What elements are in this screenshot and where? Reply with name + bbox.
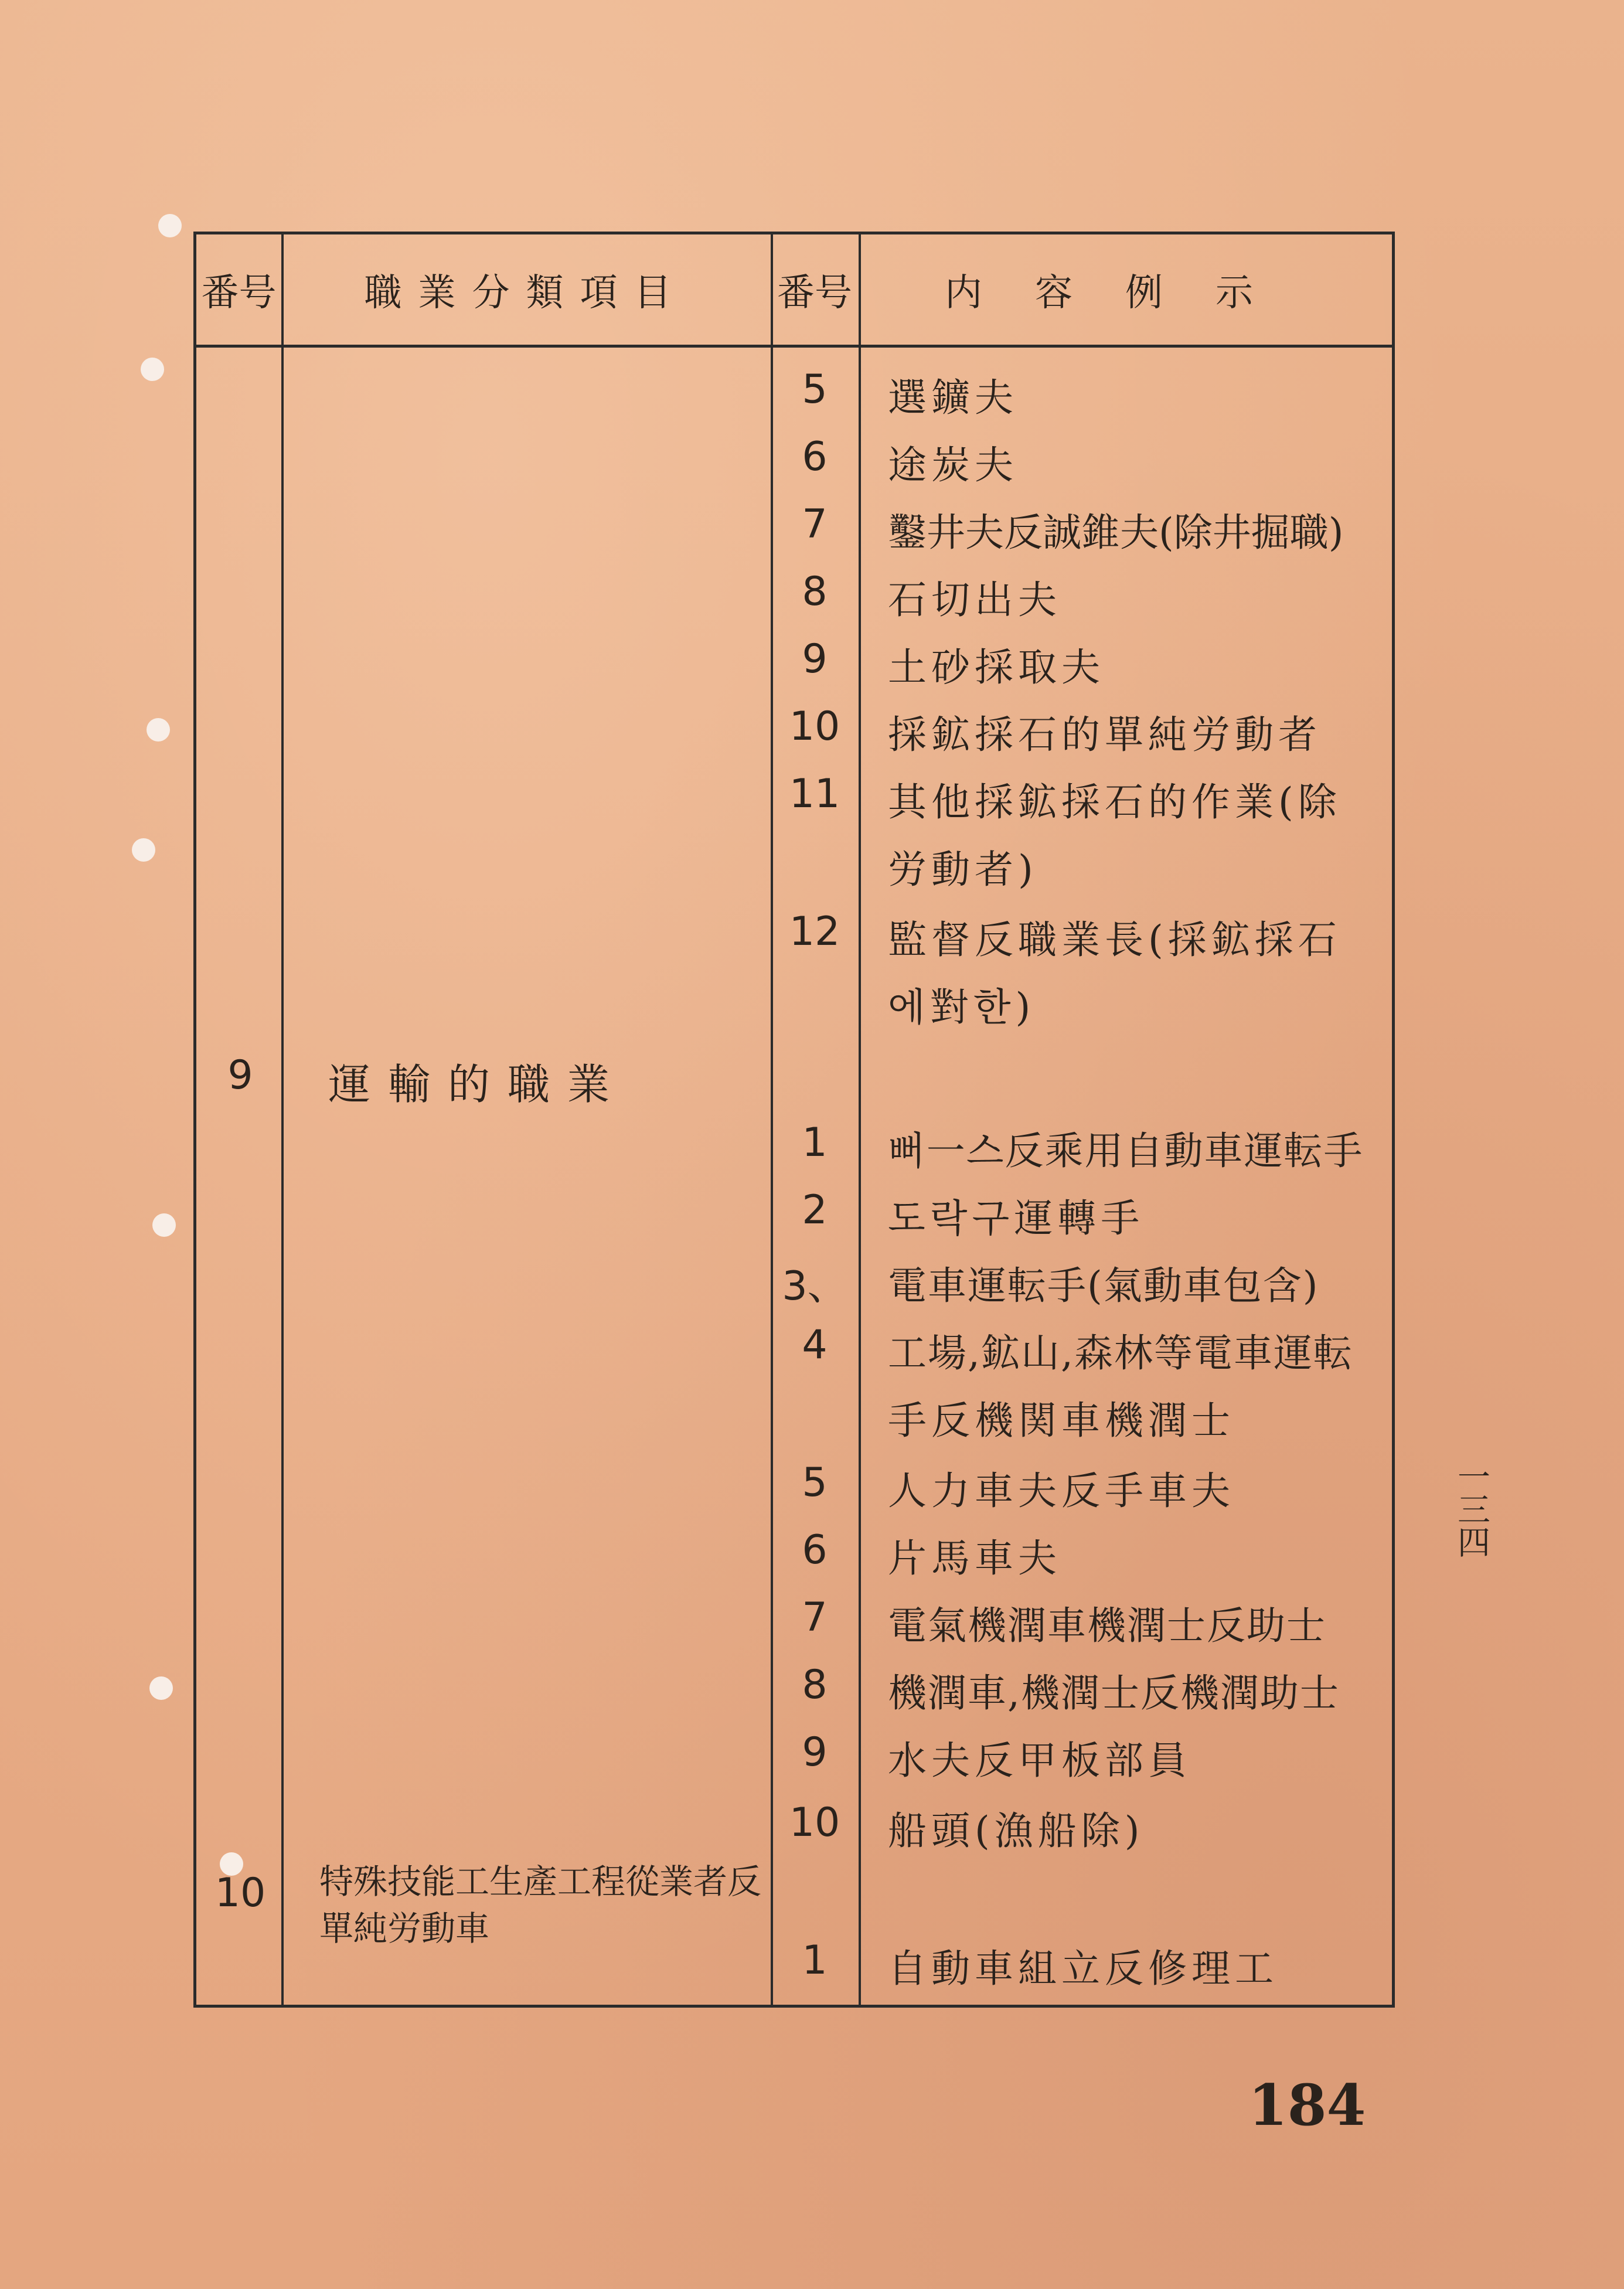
entry-number: 10	[789, 703, 840, 750]
binding-hole	[147, 718, 170, 742]
entry-number: 6	[802, 1527, 828, 1573]
entry-number: 10	[789, 1800, 840, 1846]
header-number-2: 番号	[777, 271, 852, 315]
entry-text-continued: 에對한)	[888, 985, 1036, 1030]
entry-text: 船頭(漁船除)	[888, 1808, 1145, 1853]
entry-number: 4	[802, 1322, 828, 1368]
entry-number: 5	[802, 1460, 828, 1506]
column-divider	[281, 234, 284, 2005]
entry-number: 7	[802, 1594, 828, 1641]
entry-text: 自動車組立反修理工	[888, 1946, 1278, 1991]
entry-text: 石切出夫	[888, 577, 1061, 623]
category-title: 特殊技能工生產工程從業者反單純労動車	[319, 1862, 762, 1948]
entry-text: 土砂採取夫	[888, 645, 1105, 690]
entry-number: 3、	[782, 1263, 847, 1310]
header-number-1: 番号	[201, 271, 277, 315]
entry-text-continued: 手反機関車機潤士	[888, 1398, 1235, 1443]
entry-number: 8	[802, 569, 828, 615]
entry-text: 途炭夫	[888, 443, 1018, 488]
entry-text: 監督反職業長(採鉱採石	[888, 917, 1342, 962]
entry-number: 1	[802, 1937, 828, 1984]
entry-text: 其他採鉱採石的作業(除	[888, 780, 1342, 825]
binding-hole	[141, 358, 164, 381]
category-number: 9	[227, 1052, 253, 1098]
entry-number: 11	[789, 771, 840, 817]
entry-number: 5	[802, 366, 828, 413]
entry-text-continued: 労動者)	[888, 847, 1038, 892]
entry-text: 人力車夫反手車夫	[888, 1468, 1235, 1513]
margin-page-mark: 一三四	[1452, 1460, 1490, 1558]
entry-text: 水夫反甲板部員	[888, 1738, 1191, 1783]
entry-text: 採鉱採石的單純労動者	[888, 712, 1322, 757]
entry-number: 1	[802, 1120, 828, 1166]
entry-number: 9	[802, 1729, 828, 1776]
binding-hole	[132, 838, 155, 862]
entry-text: 뻐一스反乘用自動車運転手	[888, 1128, 1364, 1174]
entry-number: 12	[789, 909, 840, 955]
entry-number: 9	[802, 636, 828, 682]
category-number: 10	[215, 1870, 266, 1916]
entry-text: 選鑛夫	[888, 375, 1018, 420]
entry-text: 鑿井夫反誠錐夫(除井掘職)	[888, 510, 1344, 555]
entry-number: 2	[802, 1187, 828, 1233]
entry-number: 8	[802, 1662, 828, 1708]
entry-text: 電車運転手(氣動車包含)	[888, 1263, 1319, 1308]
category-title: 運輸的職業	[328, 1060, 628, 1109]
header-divider	[196, 345, 1392, 348]
entry-text: 工場,鉱山,森林等電車運転	[888, 1331, 1353, 1376]
column-divider	[859, 234, 861, 2005]
binding-hole	[152, 1213, 176, 1237]
entry-text: 機潤車,機潤士反機潤助士	[888, 1671, 1340, 1716]
header-category: 職業分類項目	[364, 271, 688, 315]
entry-number: 7	[802, 501, 828, 547]
entry-text: 片馬車夫	[888, 1536, 1061, 1581]
entry-number: 6	[802, 434, 828, 480]
header-examples: 内容例示	[945, 271, 1306, 315]
page-number: 184	[1248, 2072, 1366, 2138]
entry-text: 도락구運轉手	[888, 1196, 1145, 1241]
binding-hole	[158, 214, 182, 237]
occupation-table	[193, 232, 1395, 2008]
entry-text: 電氣機潤車機潤士反助士	[888, 1603, 1326, 1648]
binding-hole	[149, 1676, 173, 1700]
